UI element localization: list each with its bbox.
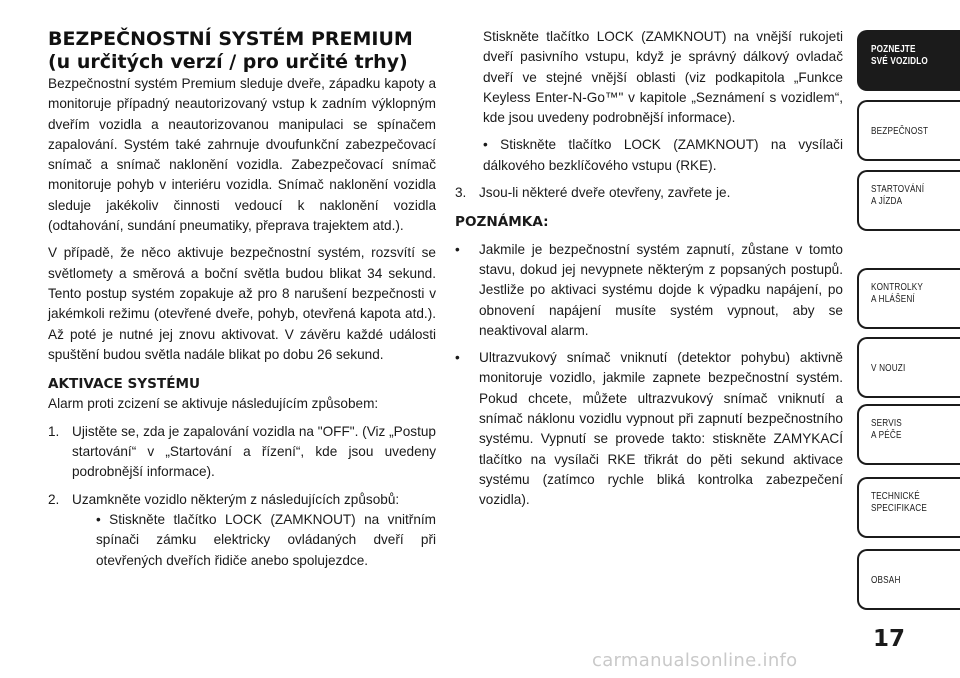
note-text: Ultrazvukový snímač vniknutí (detektor pohybu) aktivně monitoruje vozidlo, jakmile zapnete bezpečnostní systém. Pokud chcete, můžete ultrazvukový snímač vniknutí a snímač náklonu vozidlu vypnout při zapnutí bezpečnostního systému. Vypnutí se provede takto: stiskněte ZAMYKACÍ tlačítko na vysílači RKE třikrát do pěti sekund aktivace systému (zatímco rychle bliká kontrolka zabezpečení vozidla). <box>479 350 843 508</box>
bullet-dot: • <box>455 350 460 366</box>
sub-bullet: • Stiskněte tlačítko LOCK (ZAMKNOUT) na vysílači dálkového bezklíčového vstupu (RKE). <box>483 137 843 173</box>
list-item <box>455 183 843 203</box>
tab-poznejte-sve-vozidlo[interactable] <box>857 30 960 91</box>
title-line-2: (u určitých verzí / pro určité trhy) <box>48 51 408 73</box>
tab-label: KONTROLKY A HLÁŠENÍ <box>871 282 924 305</box>
section-title <box>48 28 436 74</box>
sub-bullet-continued: Stiskněte tlačítko LOCK (ZAMKNOUT) na vnější rukojeti dveří pasivního vstupu, když je správný dálkový ovladač dveří ve stejné vnější oblasti (viz podkapitola „Funkce Keyless Enter-N-Go™" v kapitole „Seznámení s vozidlem“, kde jsou uvedeny podrobnější informace). <box>483 29 843 126</box>
list-item <box>48 422 436 483</box>
paragraph-description: Bezpečnostní systém Premium sleduje dveře, západku kapoty a monitoruje případný neautorizovaný vstup k zadním výklopným dveřím vozidla a neautorizovanou manipulaci se spínačem zapalování. Systém také zahrnuje dvoufunkční zabezpečovací snímač a snímač naklonění vozidla. Zabezpečovací snímač monitoruje pohyb v interiéru vozidla. Snímač naklonění vozidla sleduje jakékoliv činnosti vedoucí k naklonění vozidla (odtahování, sundání pneumatiky, přeprava trajektem atd.). <box>48 76 436 234</box>
tab-label: POZNEJTE SVÉ VOZIDLO <box>871 44 928 67</box>
tab-v-nouzi[interactable] <box>857 337 960 398</box>
note-text: Jakmile je bezpečnostní systém zapnutí, zůstane v tomto stavu, dokud jej nevypnete některým z popsaných postupů. Jestliže po aktivaci systému dojde k výpadku napájení, po obnovení napájení musíte systém vypnout, aby se neaktivoval alarm. <box>479 241 843 338</box>
tab-label: OBSAH <box>871 575 901 586</box>
tab-kontrolky-a-hlaseni[interactable] <box>857 268 960 329</box>
tab-label: SERVIS A PÉČE <box>871 418 902 441</box>
tab-label: STARTOVÁNÍ A JÍZDA <box>871 184 925 207</box>
list-item <box>48 490 436 510</box>
sub-bullet: • Stiskněte tlačítko LOCK (ZAMKNOUT) na vnitřním spínači zámku elektricky ovládaných dveří při otevřených dveřích řidiče anebo spolujezdce. <box>96 511 436 568</box>
tab-bezpecnost[interactable] <box>857 100 960 161</box>
note-bullet <box>455 348 843 510</box>
tab-label: V NOUZI <box>871 363 906 374</box>
watermark: carmanualsonline.info <box>592 650 798 671</box>
chapter-tabs <box>857 0 960 678</box>
activation-heading: AKTIVACE SYSTÉMU <box>48 376 201 393</box>
list-number: 2. <box>48 491 60 507</box>
list-text: Ujistěte se, zda je zapalování vozidla na "OFF". (Viz „Postup startování“ v „Startování a řízení“, kde jsou uvedeny podrobnější informace). <box>72 423 436 480</box>
bullet-dot: • <box>455 241 460 257</box>
tab-servis-a-pece[interactable] <box>857 404 960 465</box>
page-number: 17 <box>873 626 906 652</box>
list-number: 1. <box>48 423 60 439</box>
activation-intro: Alarm proti zcizení se aktivuje následujícím způsobem: <box>48 396 379 412</box>
note-bullet <box>455 240 843 341</box>
note-heading: POZNÁMKA: <box>455 214 549 231</box>
right-column <box>455 28 843 511</box>
left-column <box>48 28 436 571</box>
tab-label: TECHNICKÉ SPECIFIKACE <box>871 491 928 514</box>
title-line-1: BEZPEČNOSTNÍ SYSTÉM PREMIUM <box>48 28 413 50</box>
list-text: Jsou-li některé dveře otevřeny, zavřete je. <box>479 185 731 201</box>
list-text: Uzamkněte vozidlo některým z následujících způsobů: <box>72 491 400 507</box>
tab-technicke-specifikace[interactable] <box>857 477 960 538</box>
tab-obsah[interactable] <box>857 549 960 610</box>
tab-label: BEZPEČNOST <box>871 126 929 137</box>
list-number: 3. <box>455 185 467 201</box>
tab-startovani-a-jizda[interactable] <box>857 170 960 231</box>
paragraph-alarm: V případě, že něco aktivuje bezpečnostní systém, rozsvítí se světlomety a směrová a boční světla budou blikat 34 sekund. Tento postup systém zopakuje až pro 8 narušení bezpečnosti v jakémkoli režimu (otevřené dveře, pohyb, otevřená kapota atd.). Až poté je nutné jej znovu aktivovat. V závěru každé události spuštění budou světla nadále blikat po dobu 26 sekund. <box>48 245 436 362</box>
